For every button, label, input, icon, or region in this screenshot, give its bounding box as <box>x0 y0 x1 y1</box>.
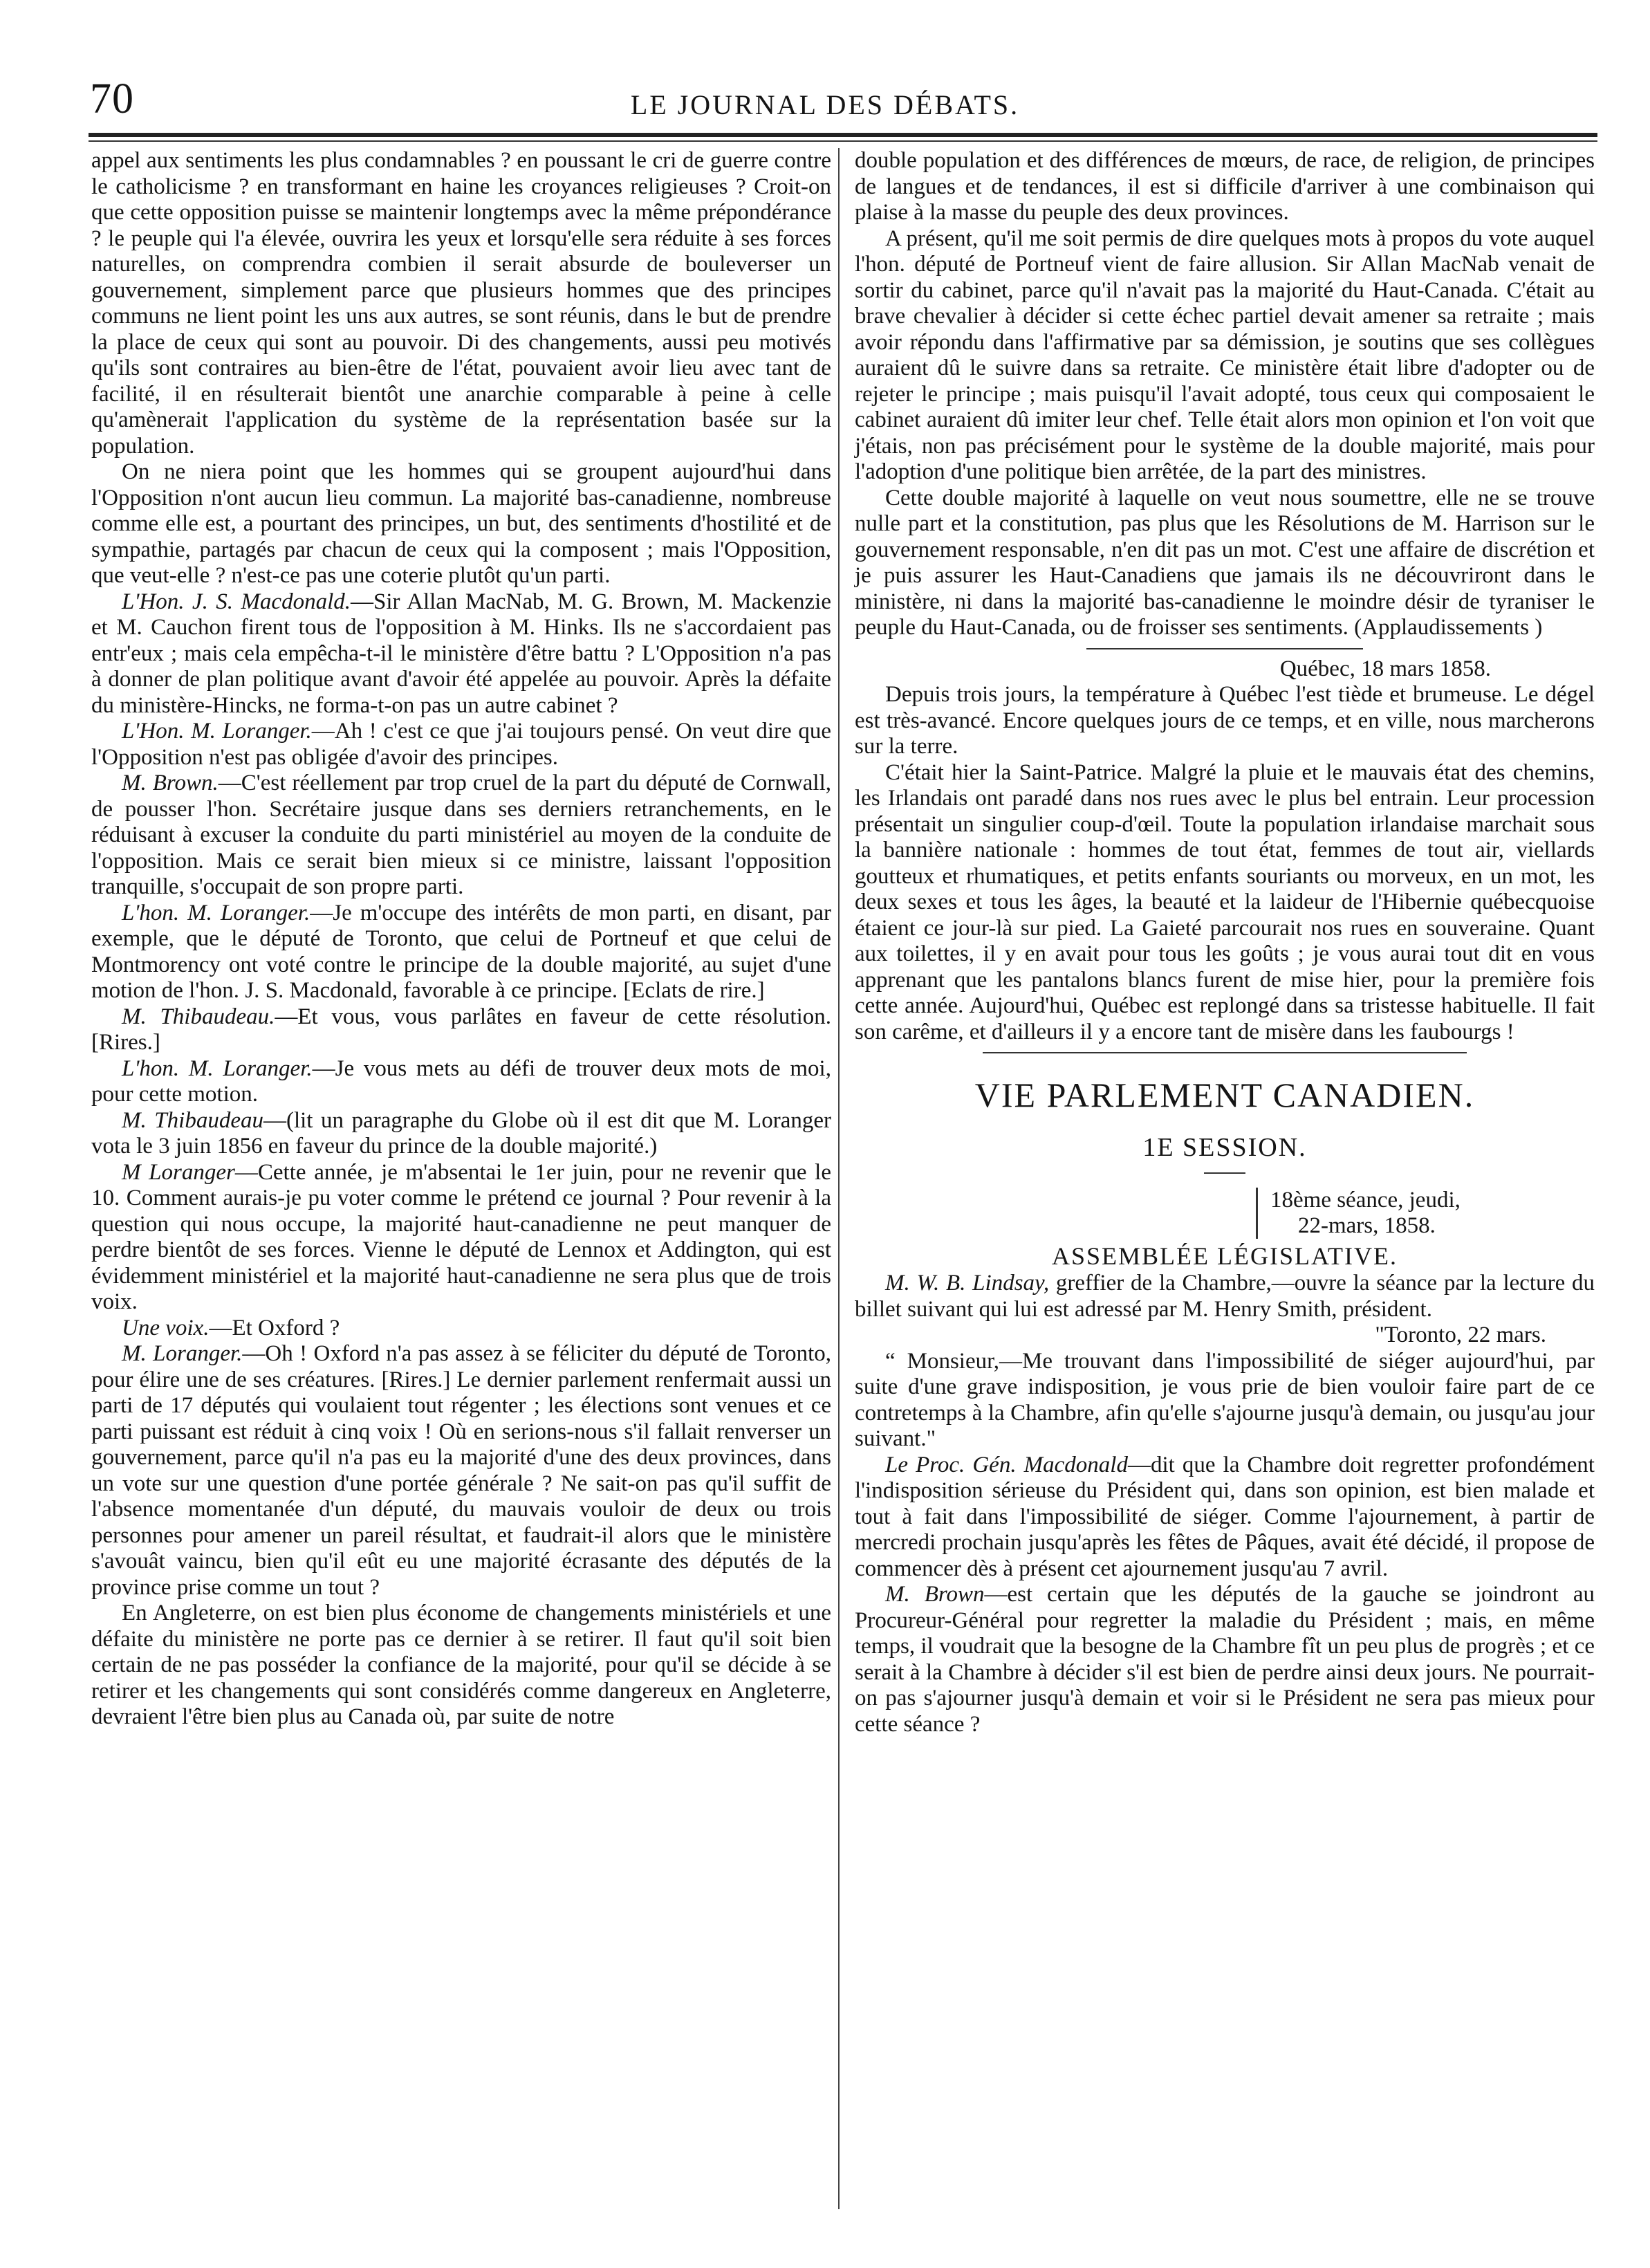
paragraph-text: —est certain que les députés de la gauche se joindront au Procureur-Général pour regretter la maladie du Président ; mais, en même temps, il voudrait que la besogne de la Chambre fît un peu plus de progrès ; et ce serait à la Chambre à décider s'il est bien de perdre ainsi deux jours. Ne pourrait-on pas s'ajourner jusqu'à demain et voir si le Président ne sera pas mieux pour cette séance ? <box>855 1582 1595 1737</box>
paragraph <box>91 1004 831 1056</box>
dateline: Québec, 18 mars 1858. <box>1279 656 1491 681</box>
paragraph-text: —Et vous, vous parlâtes en faveur de cette résolution. [Rires.] <box>91 1004 831 1055</box>
section-rule <box>983 1052 1467 1053</box>
paragraph <box>91 771 831 901</box>
header-rule <box>89 133 1597 137</box>
speaker-name: M. Brown <box>885 1582 985 1607</box>
paragraph <box>91 459 831 589</box>
left-column <box>91 148 831 1731</box>
paragraph-text: —Sir Allan MacNab, M. G. Brown, M. Mackenzie et M. Cauchon firent tous de l'opposition à M. Hinks. Ils ne s'accordaient pas entr'eux ; mais cela empêcha-t-il le ministère d'être battu ? L'Opposition n'a pas à donner de plan politique avant d'avoir été appelée au pouvoir. Après la défaite du ministère-Hincks, ne forma-t-on pas un autre cabinet ? <box>91 589 831 718</box>
paragraph <box>855 1271 1595 1322</box>
assembly-title: ASSEMBLÉE LÉGISLATIVE. <box>1052 1242 1398 1270</box>
column-divider <box>838 148 840 2209</box>
paragraph <box>91 148 831 459</box>
paragraph-text: —Et Oxford ? <box>209 1315 340 1340</box>
paragraph <box>855 148 1595 226</box>
paragraph <box>91 1160 831 1316</box>
paragraph <box>855 682 1595 760</box>
paragraph-text: appel aux sentiments les plus condamnables ? en poussant le cri de guerre contre le catholicisme ? en transformant en haine les croyances religieuses ? Croit-on que cette opposition puisse se maintenir longtemps avec la même prépondérance ? le peuple qui l'a élevée, ouvrira les yeux et lorsqu'elle sera réduite à ses forces naturelles, on comprendra combien il serait absurde de bouleverser un gouvernement, simplement parce que plusieurs hommes que des principes communs ne lient point les uns aux autres, se sont réunis, dans le but de prendre la place de ceux qui sont au pouvoir. Di des changements, aussi peu motivés qu'ils sont contraires au bien-être de l'état, pouvaient avoir lieu avec tant de facilité, il en résulterait bientôt une anarchie comparable à peine à celle qu'amènerait l'application du système de la représentation basée sur la population. <box>91 148 831 459</box>
paragraph-text: —Cette année, je m'absentai le 1er juin, pour ne revenir que le 10. Comment aurais-je pu voter comme le prétend ce journal ? Pour revenir à la question qui nous occupe, la majorité haut-canadienne ne peut manquer de perdre bientôt de ses forces. Vienne le député de Lennox et Addington, qui est évidemment ministériel et la majorité haut-canadienne ne sera plus que de trois voix. <box>91 1159 831 1314</box>
speaker-name: M. Thibaudeau <box>122 1107 263 1133</box>
speaker-name: L'Hon. M. Loranger. <box>122 719 312 744</box>
speaker-name: M. Brown. <box>122 771 219 795</box>
speaker-name: M. W. B. Lindsay, <box>885 1271 1050 1296</box>
paragraph-text: —C'est réellement par trop cruel de la part du député de Cornwall, de pousser l'hon. Secrétaire jusque dans ses derniers retranchements, en le réduisant à excuser la conduite du parti ministériel au moyen de la conduite de l'opposition. Mais ce serait bien mieux si ce ministre, laissant l'opposition tranquille, s'occupait de son propre parti. <box>91 771 831 899</box>
paragraph-text: En Angleterre, on est bien plus économe de changements ministériels et une défaite du ministère ne porte pas ce dernier à se retirer. Il faut qu'il soit bien certain de ne pas posséder la confiance de la majorité, pour qu'il se décide à se retirer et les changements qui sont considérés comme dangereux en Angleterre, devraient l'être bien plus au Canada où, par suite de notre <box>91 1601 831 1729</box>
paragraph-text: C'était hier la Saint-Patrice. Malgré la pluie et le mauvais état des chemins, les Irlandais ont paradé dans nos rues avec le plus bel entrain. Leur procession présentait un singulier coup-d'œil. Toute la population irlandaise marchait sous la bannière nationale : hommes de tout état, femmes de tout air, viellards goutteux et rhumatiques, et petits enfants souriants ou morveux, en un mot, les deux sexes et tous les âges, la beauté et la laideur de l'Hibernie québecquoise étaient ce jour-là sur pied. La Gaieté parcourait nos rues en souveraine. Quant aux toilettes, il y en avait pour tous les goûts ; je vous aurai tout dit en vous apprenant que les pantalons blancs furent de mise hier, pour la première fois cette année. Aujourd'hui, Québec est replongé dans sa tristesse habituelle. Il fait son carême, et d'ailleurs il y a encore tant de misère dans les faubourgs ! <box>855 759 1595 1044</box>
header-rule-thin <box>89 140 1597 142</box>
paragraph-text: greffier de la Chambre,—ouvre la séance par la lecture du billet suivant qui lui est adressé par M. Henry Smith, président. <box>855 1271 1595 1322</box>
paragraph <box>91 1601 831 1731</box>
section-rule <box>1204 1172 1245 1174</box>
letter-date: "Toronto, 22 mars. <box>1375 1322 1546 1347</box>
section-rule <box>1086 648 1363 649</box>
paragraph <box>855 1453 1595 1583</box>
paragraph <box>855 226 1595 486</box>
speaker-name: Une voix. <box>122 1315 210 1340</box>
paragraph-text: —Je m'occupe des intérêts de mon parti, en disant, par exemple, que le député de Toronto, que celui de Portneuf et que celui de Montmorency ont voté contre le principe de la double majorité, au sujet d'une motion de l'hon. J. S. Macdonald, favorable à ce principe. [Eclats de rire.] <box>91 900 832 1003</box>
paragraph <box>91 901 831 1004</box>
paragraph-text: —Oh ! Oxford n'a pas assez à se féliciter du député de Toronto, pour élire une de ses créatures. [Rires.] Le dernier parlement renfermait aussi un parti de 17 députés qui voulaient tout régenter ; les élections sont venues et ce parti puissant est réduit à cinq voix ! Où en serions-nous s'il fallait renverser un gouvernement, parce qu'il n'a pas eu la majorité d'une des deux provinces, dans un vote sur une question d'une portée générale ? Ne sait-on pas qu'il suffit de l'absence momentanée d'un député, du mauvais vouloir de deux ou trois personnes pour amener un pareil résultat, et faudrait-il alors que le ministère s'avouât vaincu, bien qu'il eût eu une majorité écrasante des députés de la province prise comme un tout ? <box>91 1341 831 1600</box>
paragraph <box>855 760 1595 1046</box>
paragraph-text: —Ah ! c'est ce que j'ai toujours pensé. On veut dire que l'Opposition n'est pas obligée d'avoir des principes. <box>91 719 831 770</box>
speaker-name: L'hon. M. Loranger. <box>122 1055 313 1081</box>
paragraph <box>91 1316 831 1342</box>
seance-line: 18ème séance, jeudi, <box>1270 1188 1461 1213</box>
speaker-name: M. Loranger. <box>122 1341 243 1366</box>
paragraph: “ Monsieur,—Me trouvant dans l'impossibilité de siéger aujourd'hui, par suite d'une grave indisposition, je vous prie de bien vouloir faire part de ce contretemps à la Chambre, afin qu'elle s'ajourne jusqu'à demain, ou jusqu'au jour suivant." <box>855 1348 1595 1451</box>
page-number: 70 <box>90 75 134 122</box>
session-title: 1E SESSION. <box>1142 1133 1307 1162</box>
paragraph-text: Depuis trois jours, la température à Québec l'est tiède et brumeuse. Le dégel est très-avancé. Encore quelques jours de ce temps, et en ville, nous marcherons sur la terre. <box>855 682 1595 759</box>
paragraph-text: Monsieur,—Me trouvant dans l'impossibilité de siéger aujourd'hui, par suite d'une grave indisposition, je vous prie de bien vouloir faire part de ce contretemps à la Chambre, afin qu'elle s'ajourne jusqu'à demain, ou jusqu'au jour suivant." <box>855 1348 1595 1451</box>
seance-info <box>1256 1188 1595 1239</box>
paragraph-text: double population et des différences de mœurs, de race, de religion, de principes de langues et de tendances, il est si difficile d'arriver à une combinaison qui plaise à la masse du peuple des deux provinces. <box>855 148 1595 225</box>
paragraph <box>91 1056 831 1108</box>
paragraph <box>855 1582 1595 1737</box>
paragraph-text: —dit que la Chambre doit regretter profondément l'indisposition sérieuse du Président qui, dans son opinion, est bien malade et tout à fait dans l'impossibilité de siéger. Comme l'ajournement, à partir de mercredi prochain jusqu'après les fêtes de Pâques, avait été décidé, il propose de commencer dès à présent cet ajournement jusqu'au 7 avril. <box>855 1452 1595 1581</box>
speaker-name: M. Thibaudeau. <box>122 1004 275 1029</box>
paragraph <box>91 589 831 719</box>
paragraph <box>91 719 831 771</box>
paragraph-text: Cette double majorité à laquelle on veut nous soumettre, elle ne se trouve nulle part et la constitution, pas plus que les Résolutions de M. Harrison sur le gouvernement responsable, n'en dit pas un mot. C'est une affaire de discrétion et je puis assurer les Haut-Canadiens que jamais ils ne découvriront dans le ministère, ni dans la majorité bas-canadienne le moindre désir de tyraniser le peuple du Haut-Canada, ou de froisser ses sentiments. (Applaudissements ) <box>855 485 1595 640</box>
parliament-title: VIE PARLEMENT CANADIEN. <box>974 1076 1475 1114</box>
right-column <box>855 148 1595 1737</box>
journal-title: LE JOURNAL DES DÉBATS. <box>630 89 1020 120</box>
paragraph-text: —Je vous mets au défi de trouver deux mots de moi, pour cette motion. <box>91 1055 831 1107</box>
paragraph <box>855 486 1595 641</box>
paragraph-text: On ne niera point que les hommes qui se groupent aujourd'hui dans l'Opposition n'ont aucun lieu commun. La majorité bas-canadienne, nombreuse comme elle est, a pourtant des principes, un but, des sentiments d'hostilité et de sympathie, partagés par chacun de ceux qui la composent ; mais l'Opposition, que veut-elle ? n'est-ce pas une coterie plutôt qu'un parti. <box>91 459 831 588</box>
paragraph <box>91 1341 831 1601</box>
seance-line: 22-mars, 1858. <box>1298 1213 1436 1238</box>
speaker-name: M Loranger <box>122 1159 235 1185</box>
speaker-name: L'Hon. J. S. Macdonald. <box>122 589 351 614</box>
speaker-name: L'hon. M. Loranger. <box>122 900 310 925</box>
paragraph-text: A présent, qu'il me soit permis de dire quelques mots à propos du vote auquel l'hon. député de Portneuf vient de faire allusion. Sir Allan MacNab venait de sortir du cabinet, parce qu'il n'avait pas la majorité du Haut-Canada. C'était au brave chevalier à décider si cette échec partiel devait amener sa retraite ; mais avoir répondu dans l'affirmative par sa démission, je soutins que ses collègues auraient dû le suivre dans sa retraite. Ce ministère était libre d'adopter ou de rejeter le principe ; mais puisqu'il l'avait adopté, tous ceux qui composaient le cabinet auraient dû imiter leur chef. Telle était alors mon opinion et l'on voit que j'étais, non pas précisément pour le système de la double majorité, mais pour l'adoption d'une politique bien arrêtée, de la part des ministres. <box>855 225 1595 484</box>
paragraph-text: —(lit un paragraphe du Globe où il est dit que M. Loranger vota le 3 juin 1856 en faveur du prince de la double majorité.) <box>91 1107 831 1159</box>
speaker-name: Le Proc. Gén. Macdonald <box>885 1452 1128 1477</box>
paragraph <box>91 1108 831 1160</box>
